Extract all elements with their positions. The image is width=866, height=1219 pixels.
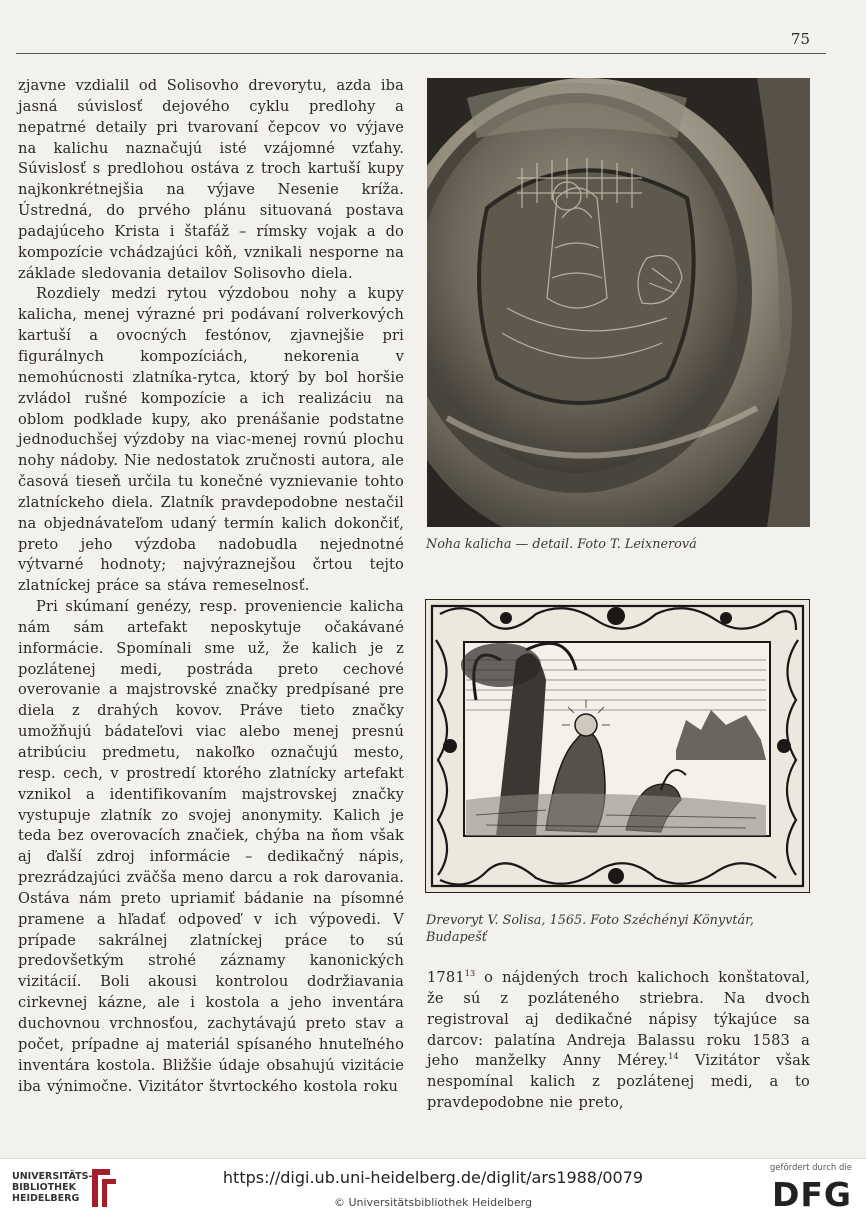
woodcut-photo <box>426 600 809 892</box>
footer-bar <box>0 1158 866 1219</box>
right-text-column <box>427 968 810 1114</box>
paragraph-1: zjavne vzdialil od Solisovho drevorytu, azda iba jasná súvislosť dejového cyklu predlohy a nepatrné detaily pri tvarovaní čepcov vo výjave na kalichu naznačujú isté vzájomné vzťahy. Súvislosť s predlohou ostáva z troch kartuší kupy najkonkrétnejšia na výjave Nesenie kríža. Ústredná, do prvého plánu situovaná postava padajúceho Krista i štafáž – rímsky vojak a do kompozície vchádzajúci kôň, vznikali nesporne na základe sledovania detailov Solisovho diela. <box>18 77 404 282</box>
copyright-notice: © Universitätsbibliothek Heidelberg <box>333 1196 532 1209</box>
dfg-logo[interactable]: DFG <box>771 1175 852 1214</box>
photo1-caption: Noha kalicha — detail. Foto T. Leixnerová <box>426 537 697 552</box>
funder-note: gefördert durch die <box>769 1163 852 1173</box>
paragraph-4 <box>427 968 810 1114</box>
woodcut-illustration <box>426 600 809 892</box>
digital-copy-url[interactable]: https://digi.ub.uni-heidelberg.de/diglit/ars1988/0079 <box>222 1168 644 1187</box>
footnote-ref-14[interactable]: 14 <box>668 1052 679 1062</box>
left-text-column <box>18 76 404 1097</box>
header-rule <box>16 53 826 54</box>
photo2-caption: Drevoryt V. Solisa, 1565. Foto Széchényi Könyvtár, Budapešť <box>426 913 754 945</box>
footnote-ref-13[interactable]: 13 <box>464 969 476 978</box>
paragraph-4-text-b: o nájdených troch kalichoch konštatoval, že sú z pozláteného striebra. Na dvoch registroval aj dedikačné nápisy týkajúce sa darcov: palatína Andreja Balassu roku 1583 a jeho manželky Anny Mérey. <box>427 969 810 1070</box>
page-number: 75 <box>790 30 810 48</box>
library-logo-text[interactable]: UNIVERSITÄTS- BIBLIOTHEK HEIDELBERG <box>12 1171 93 1204</box>
paragraph-4-text-a: 1781 <box>427 969 465 986</box>
paragraph-4-text-c: Vizitátor však nespomínal kalich z pozlátenej medi, a to pravdepodobne nie preto, <box>427 1052 810 1112</box>
paragraph-3: Pri skúmaní genézy, resp. proveniencie kalicha nám sám artefakt neposkytuje očakávané informácie. Spomínali sme už, že kalich je z pozlátenej medi, postráda preto cechové overovanie a majstrovské značky predpísané pre diela z drahých kovov. Práve tieto značky umožňujú bádateľovi viac alebo menej presnú atribúciu predmetu, nakoľko označujú mesto, resp. cech, v prostredí ktorého zlatnícky artefakt vznikol a identifikovaním majstrovskej značky vystupuje zlatník zo svojej anonymity. Kalich je teda bez overovacích značiek, chýba na ňom však aj ďalší zdroj informácie – dedikačný nápis, prezrádzajúci zväčša meno darcu a rok darovania. Ostáva nám preto upriamiť bádanie na písomné pramene a hľadať odpoveď v ich výpovedi. V prípade sakrálnej zlatníckej práce to sú predovšetkým strohé záznamy kanonických vizitácií. Boli akousi kontrolou dodržiavania cirkevnej kázne, ale i kostola a jeho inventára duchovnou vrchnosťou, zachytávajú preto stav a počet, prípadne aj materiál spísaného hnuteľného inventára kostola. Bližšie údaje obsahujú vizitácie iba výnimočne. Vizitátor štvrtockého kostola roku <box>18 598 404 1095</box>
paragraph-2: Rozdiely medzi rytou výzdobou nohy a kupy kalicha, menej výrazné pri podávaní rolverkových kartuší a ovocných festónov, zjavnejšie pri figurálnych kompozíciách, nekorenia v nemohúcnosti zlatníka-rytca, ktorý by bol horšie zvládol rušné kompozície a ich realizáciu na oblom podklade kupy, ako prenášanie podstatne jednoduchšej výzdoby na viac-menej rovnú plochu nohy nádoby. Nie nedostatok zručnosti autora, ale časová tieseň určila tu konečné vyznievanie tohto zlatníckeho diela. Zlatník pravdepodobne nestačil na objednávateľom udaný termín kalich dokončiť, preto jeho výzdoba nadobudla nejednotné výtvarné hodnoty; najvýraznejšou črtou tejto zlatníckej práce sa stáva remeselnosť. <box>18 285 404 595</box>
chalice-foot-photo <box>427 78 810 527</box>
chalice-foot-illustration <box>427 78 810 527</box>
